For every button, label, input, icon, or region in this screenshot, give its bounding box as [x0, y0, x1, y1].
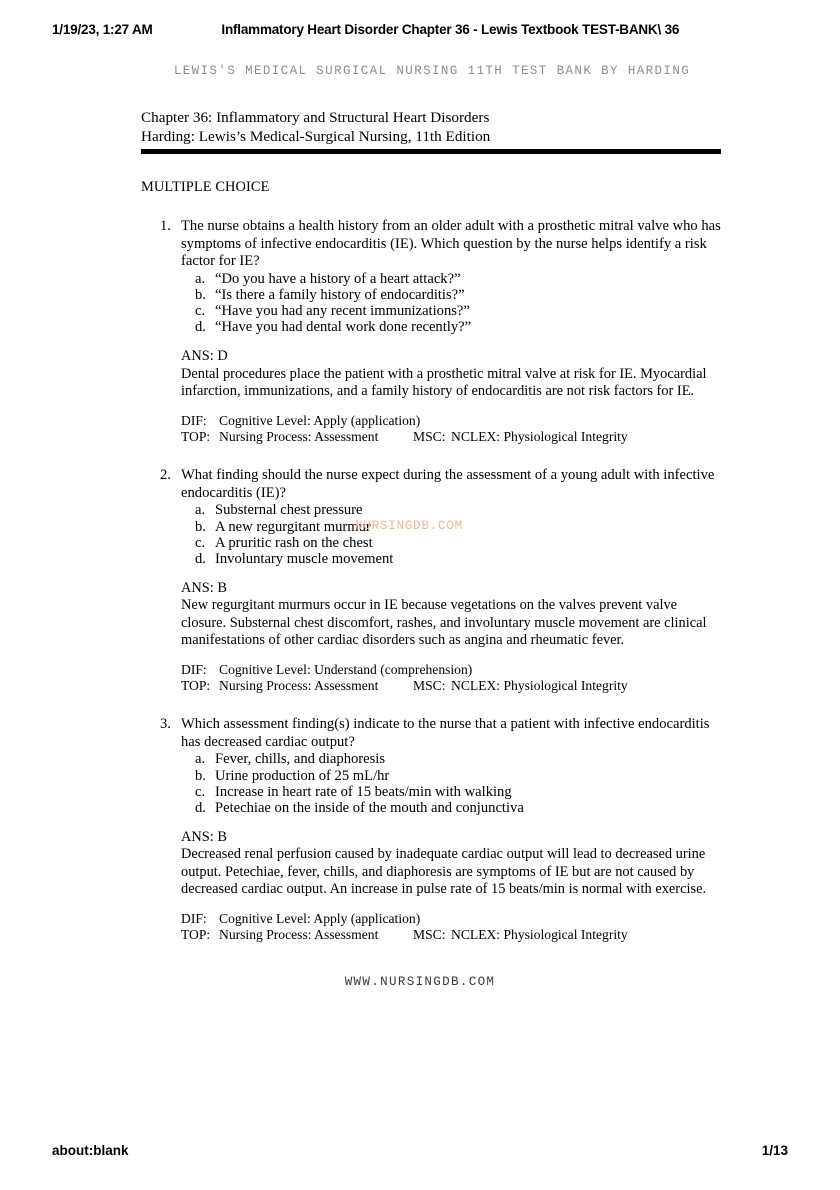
option-item[interactable]	[195, 768, 723, 784]
msc-value: NCLEX: Physiological Integrity	[451, 429, 628, 445]
browser-print-footer	[52, 1140, 788, 1160]
option-list	[141, 751, 723, 816]
print-page-title: Inflammatory Heart Disorder Chapter 36 - Lewis Textbook TEST-BANK\ 36	[221, 22, 680, 37]
answer-block	[141, 829, 723, 898]
document-content	[141, 62, 723, 943]
metadata-row-dif	[181, 413, 723, 429]
question-stem-row	[141, 716, 723, 751]
option-letter: c.	[195, 302, 206, 319]
metadata-row-top	[181, 927, 723, 943]
metadata-row-top	[181, 429, 723, 445]
question-block	[141, 218, 723, 445]
metadata-row-dif	[181, 662, 723, 678]
question-block	[141, 716, 723, 943]
option-item[interactable]	[195, 303, 723, 319]
top-label: TOP:	[181, 927, 211, 943]
dif-label: DIF:	[181, 661, 207, 677]
section-heading: MULTIPLE CHOICE	[141, 179, 270, 195]
print-timestamp: 1/19/23, 1:27 AM	[52, 22, 153, 37]
msc-value: NCLEX: Physiological Integrity	[451, 678, 628, 694]
answer-key: ANS: B	[181, 580, 227, 597]
top-value: Nursing Process: Assessment	[219, 927, 379, 943]
option-item[interactable]	[195, 784, 723, 800]
browser-print-header	[52, 22, 788, 42]
option-list	[141, 271, 723, 336]
question-number: 1.	[160, 218, 171, 234]
print-page-indicator: 1/13	[761, 1142, 788, 1158]
inline-watermark: NURSINGDB.COM	[355, 519, 463, 533]
top-label: TOP:	[181, 429, 211, 445]
option-letter: a.	[195, 751, 206, 768]
question-number: 2.	[160, 467, 171, 484]
metadata-row-dif	[181, 911, 723, 927]
top-label: TOP:	[181, 678, 211, 694]
option-item[interactable]	[195, 519, 723, 535]
question-text: What finding should the nurse expect during the assessment of a young adult with infective endocarditis (IE)?	[181, 467, 715, 501]
option-list	[141, 502, 723, 567]
option-letter: c.	[195, 534, 206, 551]
option-letter: d.	[195, 319, 206, 336]
answer-block	[141, 580, 723, 649]
question-stem-row	[141, 467, 723, 502]
question-block	[141, 467, 723, 694]
msc-label: MSC:	[413, 678, 446, 694]
option-item[interactable]	[195, 271, 723, 287]
answer-rationale: New regurgitant murmurs occur in IE because vegetations on the valves prevent valve closure. Substernal chest discomfort, rashes, and involuntary muscle movement are clinical manifestations of other cardiac disorders such as angina and rheumatic fever.	[181, 597, 707, 648]
answer-key: ANS: D	[181, 348, 228, 365]
option-item[interactable]	[195, 751, 723, 767]
question-metadata	[141, 911, 723, 943]
option-text: Petechiae on the inside of the mouth and conjunctiva	[215, 799, 524, 816]
top-watermark: LEWIS'S MEDICAL SURGICAL NURSING 11TH TEST BANK BY HARDING	[173, 64, 691, 78]
answer-rationale: Decreased renal perfusion caused by inadequate cardiac output will lead to decreased urine output. Petechiae, fever, chills, and diaphoresis are symptoms of IE but are not caused by decreased cardiac output. An increase in pulse rate of 15 beats/min is normal with exercise.	[181, 846, 707, 897]
option-text: A pruritic rash on the chest	[215, 534, 373, 551]
question-metadata	[141, 413, 723, 445]
print-source-url: about:blank	[52, 1142, 129, 1158]
option-item[interactable]	[195, 535, 723, 551]
option-item[interactable]	[195, 319, 723, 335]
top-value: Nursing Process: Assessment	[219, 678, 379, 694]
dif-value: Cognitive Level: Apply (application)	[219, 412, 421, 428]
option-letter: a.	[195, 502, 206, 519]
bottom-watermark: WWW.NURSINGDB.COM	[344, 975, 496, 989]
question-stem-row	[141, 218, 723, 271]
option-item[interactable]	[195, 287, 723, 303]
top-value: Nursing Process: Assessment	[219, 429, 379, 445]
option-letter: c.	[195, 783, 206, 800]
msc-label: MSC:	[413, 927, 446, 943]
option-text: Urine production of 25 mL/hr	[215, 767, 390, 784]
msc-label: MSC:	[413, 429, 446, 445]
option-text: Substernal chest pressure	[215, 502, 363, 519]
option-letter: b.	[195, 286, 206, 303]
question-text: The nurse obtains a health history from an older adult with a prosthetic mitral valve who has symptoms of infective endocarditis (IE). Which question by the nurse helps identify a risk factor for IE?	[181, 218, 721, 269]
answer-block	[141, 348, 723, 400]
edition-subtitle: Harding: Lewis’s Medical-Surgical Nursing, 11th Edition	[141, 127, 491, 145]
option-item[interactable]	[195, 551, 723, 567]
dif-value: Cognitive Level: Understand (comprehension)	[219, 661, 473, 677]
option-text: “Is there a family history of endocarditis?”	[215, 286, 465, 303]
answer-key: ANS: B	[181, 829, 227, 846]
chapter-title: Chapter 36: Inflammatory and Structural Heart Disorders	[141, 109, 490, 126]
metadata-row-top	[181, 678, 723, 694]
question-text: Which assessment finding(s) indicate to the nurse that a patient with infective endocarditis has decreased cardiac output?	[181, 716, 710, 750]
option-text: Fever, chills, and diaphoresis	[215, 751, 386, 768]
option-text: Involuntary muscle movement	[215, 550, 394, 567]
option-letter: d.	[195, 550, 206, 567]
option-text: Increase in heart rate of 15 beats/min with walking	[215, 783, 512, 800]
document-title	[141, 109, 723, 146]
option-text: “Have you had any recent immunizations?”	[215, 302, 470, 319]
dif-label: DIF:	[181, 910, 207, 926]
dif-value: Cognitive Level: Apply (application)	[219, 910, 421, 926]
option-letter: b.	[195, 767, 206, 784]
option-text: A new regurgitant murmur	[215, 518, 371, 535]
option-letter: a.	[195, 270, 206, 287]
title-divider	[141, 149, 721, 154]
msc-value: NCLEX: Physiological Integrity	[451, 927, 628, 943]
option-letter: d.	[195, 799, 206, 816]
option-item[interactable]	[195, 800, 723, 816]
option-text: “Do you have a history of a heart attack?”	[215, 270, 461, 287]
question-metadata	[141, 662, 723, 694]
answer-rationale: Dental procedures place the patient with a prosthetic mitral valve at risk for IE. Myocardial infarction, immunizations, and a family history of endocarditis are not risk factors for IE.	[181, 365, 707, 399]
dif-label: DIF:	[181, 412, 207, 428]
option-item[interactable]	[195, 502, 723, 518]
option-text: “Have you had dental work done recently?”	[215, 319, 472, 336]
question-number: 3.	[160, 716, 171, 733]
option-letter: b.	[195, 518, 206, 535]
